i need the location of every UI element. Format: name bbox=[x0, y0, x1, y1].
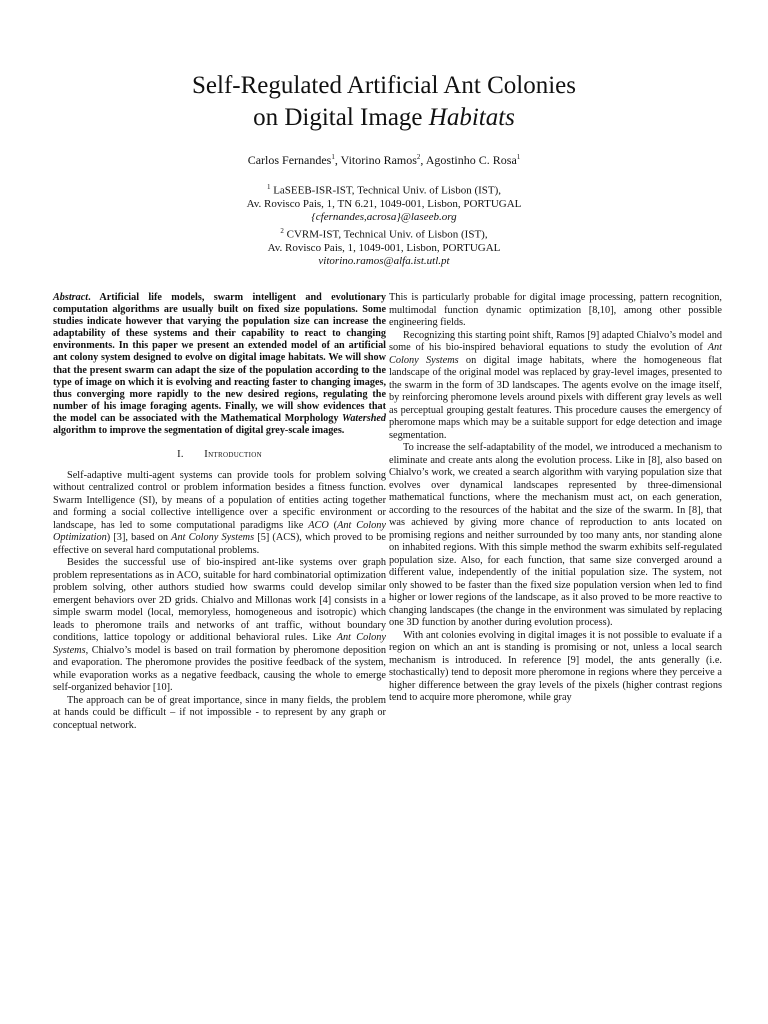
affiliation-2-line-1 bbox=[0, 225, 768, 242]
intro-paragraph-6: To increase the self-adaptability of the model, we introduced a mechanism to eliminate and create ants along the evolution process. Like in [8], also based on Chialvo’s work, we created a search algorithm with varying population size that evolves over dynamical landscapes represented by three-dimensional mathematical functions, where the mechanism must act, on each generation, according to the resources of the habitat and the size of the swarm. In [8], that was achieved by giving more chance of reproduction to ants located on promising regions and neither surrounded by too many ants, nor standing alone on inhabited regions. With this simple method the swarm exhibits self-regulated population size. Also, for each function, that same size converged around a different value, independently of the initial population size. The system, not only showed to be faster than the fixed size population version when led to find higher or lower regions of the landscape, as it also proved to be more reactive to changing landscapes (the change in the environment was simulated by replacing one 3D function by another during evolution process). bbox=[389, 442, 722, 628]
text-run: ( bbox=[328, 519, 338, 531]
author-1-affil: 1 bbox=[331, 153, 335, 161]
intro-paragraph-7: With ant colonies evolving in digital images it is not possible to evaluate if a region on which an ant is standing is promising or not, unless a local search mechanism is introduced. In reference [9] model, the ants generally (i.e. stochastically) tend to deposit more pheromone in regions where they perceive a higher difference between the gray levels of the pixels (higher contrast regions tend to acquire more pheromone, while gray bbox=[389, 629, 722, 703]
text-run: Recognizing this starting point shift, Ramos [9] adapted Chialvo’s model and some of his bio-inspired behavioral equations to study the evolution of bbox=[389, 329, 722, 353]
section-name: Introduction bbox=[204, 449, 262, 461]
affiliation-2-email: vitorino.ramos@alfa.ist.utl.pt bbox=[318, 255, 450, 268]
right-column bbox=[389, 292, 722, 705]
affiliation-1-mark: 1 bbox=[266, 183, 271, 191]
affiliations bbox=[0, 181, 768, 269]
title-line-2 bbox=[0, 102, 768, 134]
text-run: ) [3], based on bbox=[106, 532, 172, 544]
abstract-text-b: algorithm to improve the segmentation of digital grey-scale images. bbox=[53, 425, 345, 437]
section-numeral: I. bbox=[177, 449, 184, 461]
title-line-1: Self-Regulated Artificial Ant Colonies bbox=[192, 72, 576, 99]
affiliation-1-email: {cfernandes,acrosa}@laseeb.org bbox=[311, 211, 457, 224]
author-list bbox=[0, 153, 768, 168]
intro-paragraph-1 bbox=[53, 470, 386, 558]
section-heading-introduction bbox=[53, 449, 386, 462]
text-run: , Chialvo’s model is based on trail formation by pheromone deposition and evaporation. The pheromone provides the positive feedback of the system, while evaporation works as a negative feedback, causing the whole to emerge self-organized behavior [10]. bbox=[53, 644, 386, 694]
affiliation-2-name: CVRM-IST, Technical Univ. of Lisbon (IST), bbox=[283, 228, 488, 241]
affiliation-2-mark: 2 bbox=[280, 226, 284, 235]
italic-run: Ant Colony Systems bbox=[53, 632, 386, 656]
affiliation-2-address: Av. Rovisco Pais, 1, 1049-001, Lisbon, PORTUGAL bbox=[267, 241, 501, 254]
text-run: [5] (ACS), which proved to be effective on several hard computational problems. bbox=[53, 532, 386, 556]
left-column bbox=[53, 292, 386, 732]
italic-run: ACO bbox=[308, 519, 329, 531]
italic-run: Ant Colony Systems bbox=[171, 532, 255, 544]
intro-paragraph-4: This is particularly probable for digital image processing, pattern recognition, multimodal function dynamic optimization [8,10], among other possible engineering fields. bbox=[389, 292, 722, 328]
abstract bbox=[53, 292, 386, 437]
author-3: , Agostinho C. Rosa bbox=[420, 153, 517, 167]
text-run: on digital image habitats, where the homogeneous flat landscape of the original model was replaced by gray-level images, presented to the swarm in the form of 3D landscapes. The agents evolve on the image itself, by reinforcing pheromone levels around pixels with different gray levels as well as perceptual grouping gestalt features. This procedure causes the emergency of pheromone maps which may be a suitable support for edge detection and image segmentation. bbox=[389, 354, 722, 441]
italic-run: Ant Colony Systems bbox=[389, 342, 722, 366]
author-2: , Vitorino Ramos bbox=[334, 153, 417, 167]
paper-title bbox=[0, 70, 768, 134]
affiliation-1-line-1 bbox=[0, 181, 768, 198]
intro-paragraph-2 bbox=[53, 557, 386, 695]
abstract-text-a: . Artificial life models, swarm intelligent and evolutionary computation algorithms are usually built on fixed size populations. Some studies indicate however that varying the population size can increase the adaptability of these systems and their capability to react to changing environments. In this paper we present an extended model of an artificial ant colony system designed to evolve on digital image habitats. We will show that the present swarm can adapt the size of the population according to the type of image on which it is evolving and reacting faster to changing images, thus converging more rapidly to the new desired regions, regulating the number of his image foraging agents. Finally, we will show evidences that the model can be associated with the Mathematical Morphology bbox=[53, 292, 386, 424]
text-run: Besides the successful use of bio-inspired ant-like systems over graph problem representations as in ACO, suitable for hard combinatorial optimization problem solving, other authors studied how swarms could develop similar emergent behaviors over 2D grids. Chialvo and Millonas work [4] consists in a simple swarm model (local, memoryless, homogeneous and isotropic) which leads to pheromone trails and networks of ant traffic, without boundary conditions, lattice topology or additional behavioral rules. Like bbox=[53, 557, 386, 644]
intro-paragraph-5 bbox=[389, 330, 722, 443]
affiliation-1-name: LaSEEB-ISR-IST, Technical Univ. of Lisbon (IST), bbox=[270, 184, 502, 197]
author-3-affil: 1 bbox=[516, 153, 521, 161]
intro-paragraph-3: The approach can be of great importance, since in many fields, the problem at hands could be difficult – if not impossible - to represent by any graph or conceptual network. bbox=[53, 694, 386, 731]
affiliation-1-address: Av. Rovisco Pais, 1, TN 6.21, 1049-001, Lisbon, PORTUGAL bbox=[246, 198, 522, 211]
author-1: Carlos Fernandes bbox=[247, 153, 332, 167]
author-2-affil: 2 bbox=[416, 153, 421, 161]
abstract-italic-word: Watershed bbox=[342, 412, 386, 424]
title-line-2-text: on Digital Image bbox=[253, 104, 429, 131]
abstract-label: Abstract bbox=[53, 292, 89, 303]
text-run: Self-adaptive multi-agent systems can provide tools for problem solving without centralized control or problem information besides a fitness function. Swarm Intelligence (SI), by means of a population of entities acting together and forming a social collective intelligence over a specific environment or landscape, has led to some computational paradigms like bbox=[53, 469, 386, 531]
title-italic-word: Habitats bbox=[428, 104, 515, 131]
italic-run: Ant Colony Optimization bbox=[53, 519, 386, 544]
